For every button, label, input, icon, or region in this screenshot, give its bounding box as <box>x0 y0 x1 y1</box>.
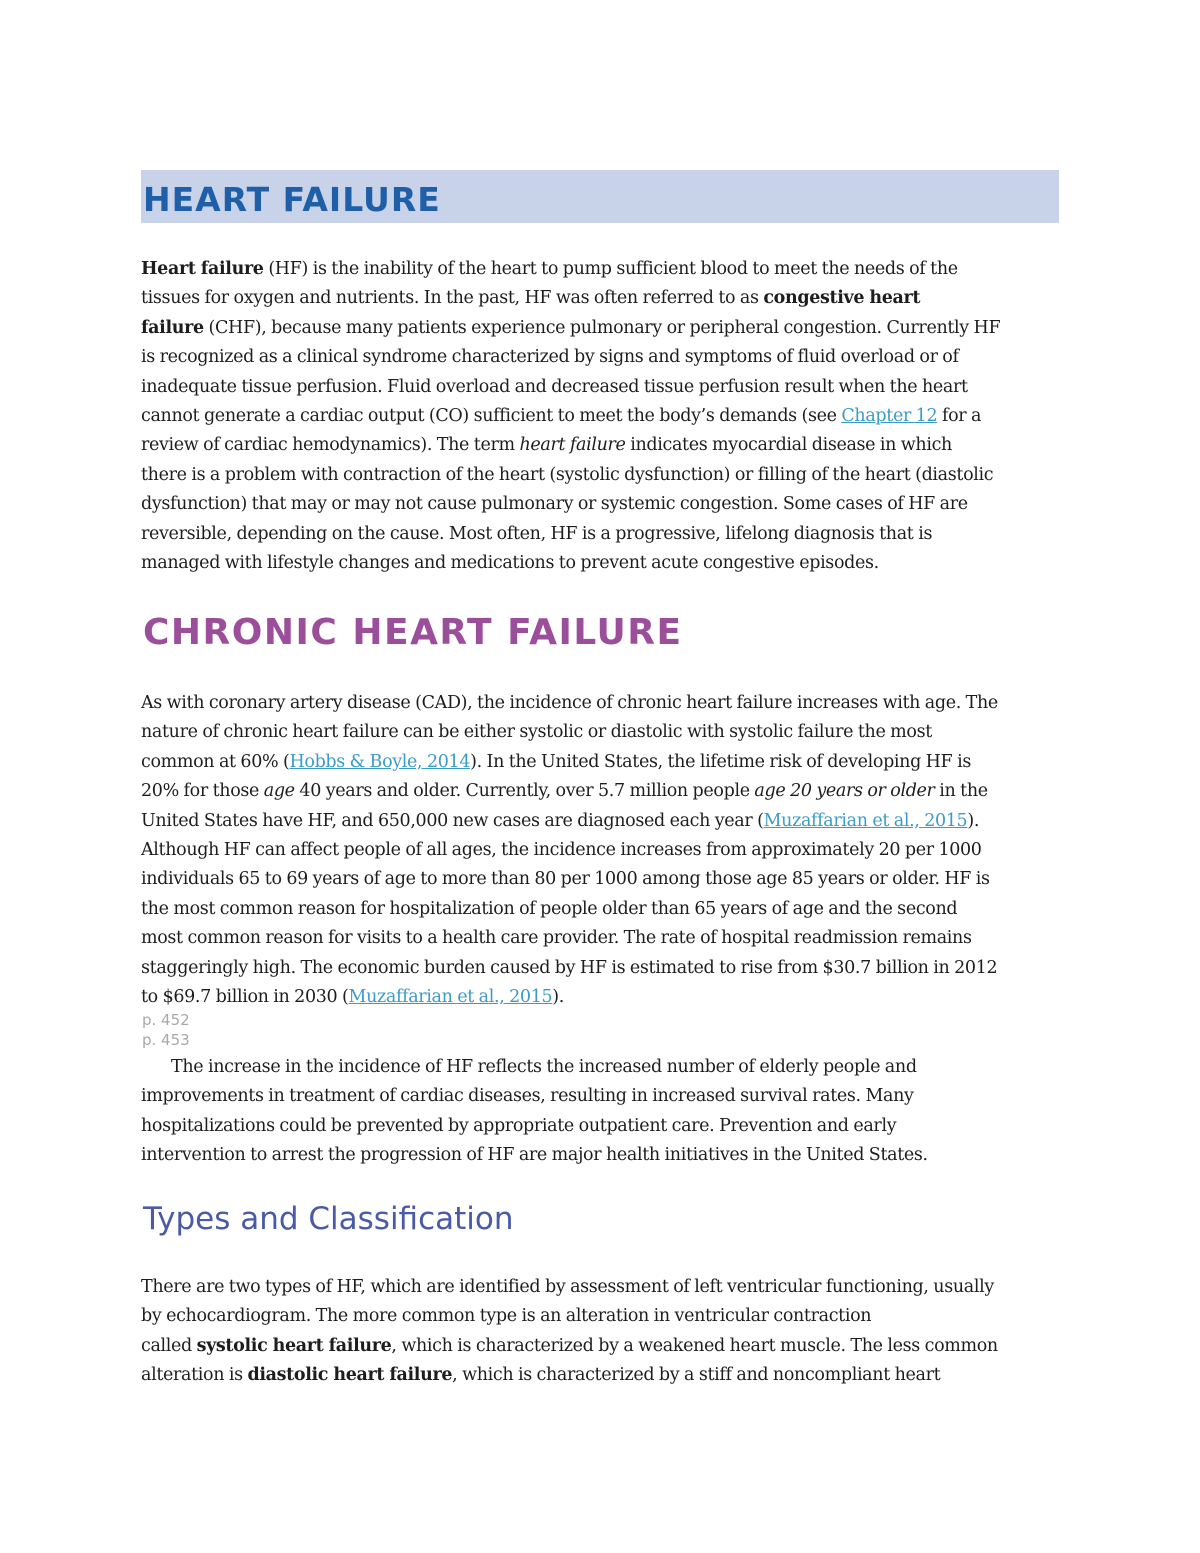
text-line <box>141 1361 998 1390</box>
heading-chronic-heart-failure: CHRONIC HEART FAILURE <box>143 612 683 653</box>
paragraph-types <box>141 1273 998 1391</box>
term-heart-failure-italic: heart failure <box>519 435 626 456</box>
italic-age-20: age 20 years or older <box>754 781 935 802</box>
text-line <box>141 255 1000 284</box>
text-line: there is a problem with contraction of the heart (systolic dysfunction) or filling of the heart (diastolic <box>141 464 994 485</box>
text-line <box>141 807 998 836</box>
text-span: called <box>141 1335 197 1356</box>
text-line: The increase in the incidence of HF reflects the increased number of elderly people and <box>171 1057 917 1077</box>
text-line <box>141 983 998 1012</box>
page-marker-453: p. 453 <box>142 1031 190 1049</box>
text-line <box>141 402 1000 431</box>
text-span: ). <box>552 987 564 1008</box>
heading-heart-failure: HEART FAILURE <box>143 180 441 219</box>
text-line: intervention to arrest the progression of HF are major health initiatives in the United States. <box>141 1145 928 1166</box>
paragraph-chronic-increase <box>141 1053 928 1171</box>
text-line: by echocardiogram. The more common type is an alteration in ventricular contraction <box>141 1306 872 1327</box>
paragraph-chronic-incidence <box>141 689 998 1012</box>
text-span: 40 years and older. Currently, over 5.7 million people <box>294 781 755 802</box>
text-line: nature of chronic heart failure can be either systolic or diastolic with systolic failure the most <box>141 722 932 743</box>
term-congestive-heart-failure: congestive heart <box>763 288 921 309</box>
text-span: 20% for those <box>141 781 264 802</box>
text-span: review of cardiac hemodynamics). The term <box>141 435 520 456</box>
text-span: , which is characterized by a weakened heart muscle. The less common <box>391 1335 998 1356</box>
text-line: reversible, depending on the cause. Most often, HF is a progressive, lifelong diagnosis that is <box>141 523 933 544</box>
text-line: hospitalizations could be prevented by appropriate outpatient care. Prevention and early <box>141 1115 897 1136</box>
text-line <box>141 284 1000 313</box>
term-failure: failure <box>141 317 204 338</box>
text-span: ). <box>967 810 980 831</box>
text-span: (CHF), because many patients experience pulmonary or peripheral congestion. Currently HF <box>203 317 1001 338</box>
term-systolic-heart-failure: systolic heart failure <box>196 1335 392 1356</box>
text-span: cannot generate a cardiac output (CO) sufficient to meet the body’s demands (see <box>141 406 842 427</box>
text-line <box>141 777 998 806</box>
link-hobbs-boyle-2014[interactable]: Hobbs & Boyle, 2014 <box>289 751 471 772</box>
text-line <box>141 748 998 777</box>
link-muzaffarian-2015[interactable]: Muzaffarian et al., 2015 <box>763 810 968 831</box>
text-line: Although HF can affect people of all ages, the incidence increases from approximately 20 per 1000 <box>141 840 982 861</box>
text-line <box>141 1332 998 1361</box>
link-chapter-12[interactable]: Chapter 12 <box>841 406 938 427</box>
text-line: improvements in treatment of cardiac diseases, resulting in increased survival rates. Many <box>141 1086 914 1107</box>
text-span: for a <box>937 406 982 427</box>
text-span: common at 60% ( <box>141 751 290 772</box>
text-line: the most common reason for hospitalization of people older than 65 years of age and the second <box>141 898 958 919</box>
link-muzaffarian-2015-second[interactable]: Muzaffarian et al., 2015 <box>348 987 553 1008</box>
text-span: , which is characterized by a stiff and noncompliant heart <box>452 1365 941 1386</box>
text-line: is recognized as a clinical syndrome characterized by signs and symptoms of fluid overload or of <box>141 347 959 368</box>
text-line <box>141 431 1000 460</box>
text-line: dysfunction) that may or may not cause pulmonary or systemic congestion. Some cases of HF are <box>141 494 968 515</box>
text-line: managed with lifestyle changes and medications to prevent acute congestive episodes. <box>141 553 879 574</box>
text-line: inadequate tissue perfusion. Fluid overload and decreased tissue perfusion result when the heart <box>141 376 968 397</box>
text-line: There are two types of HF, which are identified by assessment of left ventricular functioning, usually <box>141 1277 994 1297</box>
text-line <box>141 314 1000 343</box>
text-span: in the <box>934 781 988 802</box>
text-span: to $69.7 billion in 2030 ( <box>141 987 349 1008</box>
term-diastolic-heart-failure: diastolic heart failure <box>247 1365 453 1386</box>
text-span: tissues for oxygen and nutrients. In the past, HF was often referred to as <box>141 288 764 309</box>
text-span: (HF) is the inability of the heart to pump sufficient blood to meet the needs of the <box>263 259 958 279</box>
term-heart-failure: Heart failure <box>141 259 264 279</box>
paragraph-heart-failure-intro <box>141 255 1000 578</box>
italic-age: age <box>263 781 295 802</box>
text-line: As with coronary artery disease (CAD), the incidence of chronic heart failure increases with age. The <box>141 693 998 713</box>
text-span: indicates myocardial disease in which <box>625 435 952 456</box>
text-line: most common reason for visits to a health care provider. The rate of hospital readmission remains <box>141 928 972 949</box>
text-span: United States have HF, and 650,000 new cases are diagnosed each year ( <box>141 810 764 831</box>
heading-types-and-classification: Types and Classification <box>143 1201 514 1237</box>
page-marker-452: p. 452 <box>142 1011 190 1029</box>
text-span: alteration is <box>141 1365 248 1386</box>
text-line: staggeringly high. The economic burden caused by HF is estimated to rise from $30.7 billion in 2012 <box>141 957 998 978</box>
text-span: ). In the United States, the lifetime risk of developing HF is <box>470 751 971 772</box>
text-line: individuals 65 to 69 years of age to more than 80 per 1000 among those age 85 years or older. HF is <box>141 869 990 890</box>
